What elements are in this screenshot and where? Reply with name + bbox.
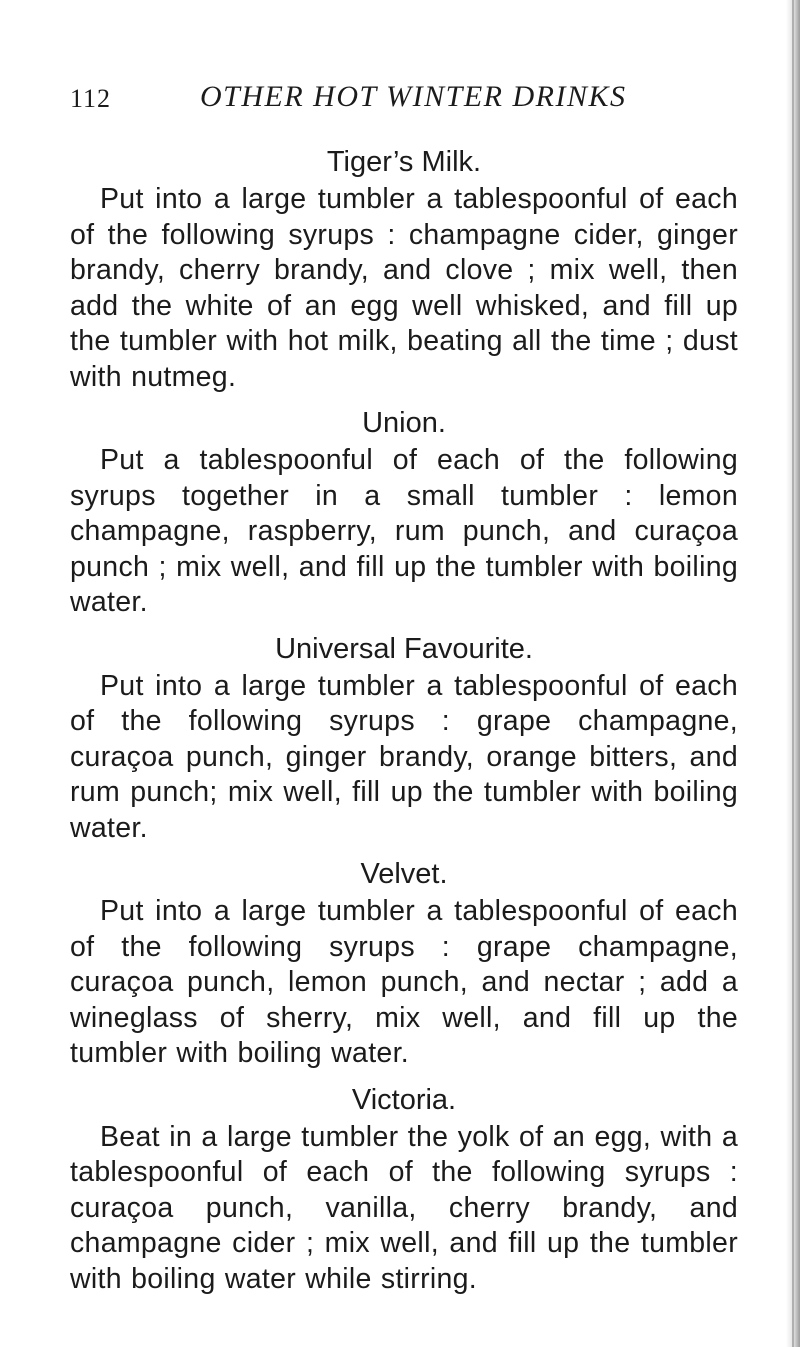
- recipe-tigers-milk: [70, 142, 738, 395]
- recipe-title: Universal Favourite.: [275, 632, 533, 665]
- recipe-instructions: Put a tablespoonful of each of the following syrups together in a small tumbler : lemon champagne, raspberry, rum punch, and curaçoa punch ; mix well, and fill up the tumbler with boiling water.: [70, 444, 738, 618]
- recipe-title: Velvet.: [360, 858, 448, 890]
- recipe-list: [70, 142, 738, 1305]
- page-number: 112: [70, 84, 112, 113]
- recipe-instructions: Put into a large tumbler a tablespoonful of each of the following syrups : champagne cider, ginger brandy, cherry brandy, and clove ; mix well, then add the white of an egg well whisked, and fill up the tumbler with hot milk, beating all the time ; dust with nutmeg.: [70, 183, 738, 393]
- page-edge-line: [792, 0, 794, 1347]
- recipe-instructions: Put into a large tumbler a tablespoonful of each of the following syrups : grape champagne, curaçoa punch, ginger brandy, orange bitters, and rum punch; mix well, fill up the tumbler with boiling water.: [70, 669, 738, 844]
- recipe-victoria: [70, 1080, 738, 1298]
- running-head-title: OTHER HOT WINTER DRINKS: [200, 80, 627, 113]
- recipe-instructions: Put into a large tumbler a tablespoonful of each of the following syrups : grape champagne, curaçoa punch, lemon punch, and nectar ; add a wineglass of sherry, mix well, and fill up the tumbler with boiling water.: [70, 895, 738, 1069]
- running-head: [70, 80, 730, 124]
- recipe-title: Tiger’s Milk.: [326, 146, 482, 178]
- recipe-union: [70, 403, 738, 621]
- recipe-title: Victoria.: [351, 1083, 457, 1116]
- recipe-title: Union.: [362, 407, 446, 439]
- recipe-instructions: Beat in a large tumbler the yolk of an egg, with a tablespoonful of each of the following syrups : curaçoa punch, vanilla, cherry brandy, and champagne cider ; mix well, and fill up the tumbler with boiling water while stirring.: [70, 1120, 738, 1295]
- recipe-velvet: [70, 854, 738, 1072]
- recipe-universal-favourite: [70, 629, 738, 847]
